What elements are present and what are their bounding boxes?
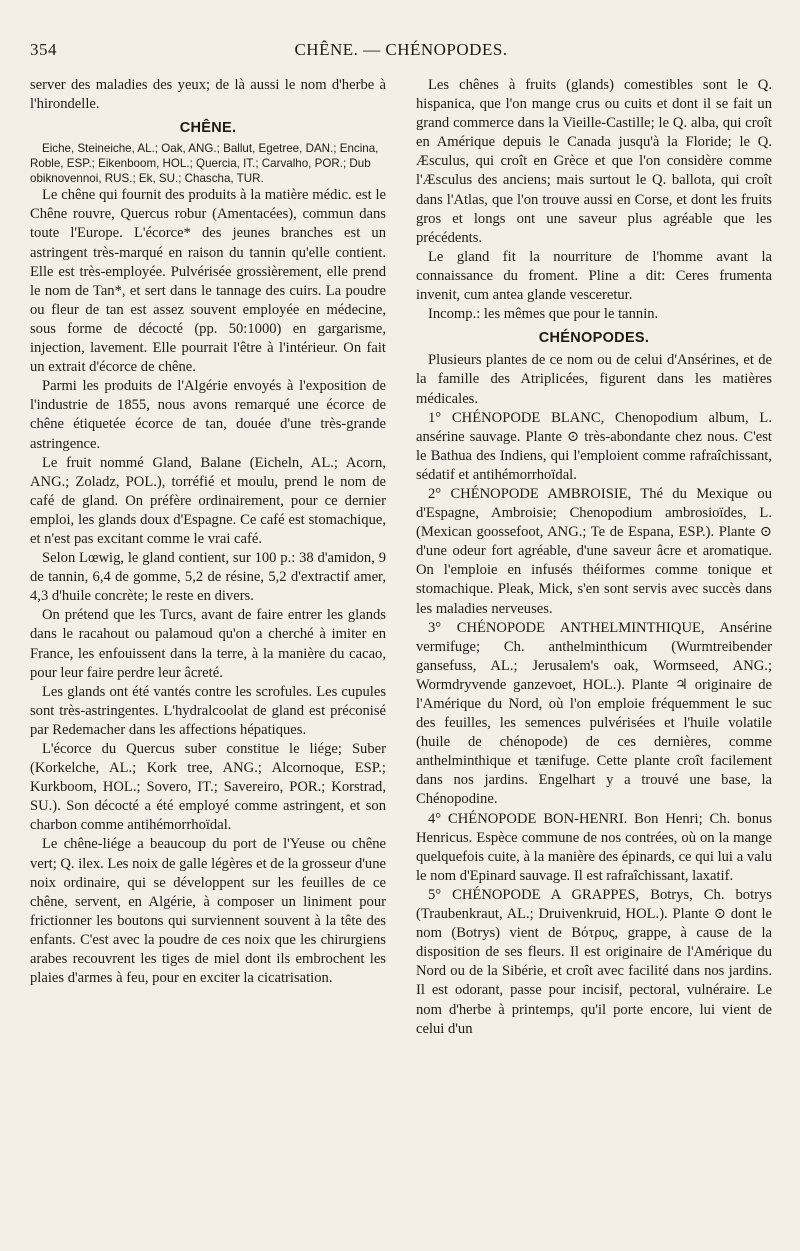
paragraph: Les glands ont été vantés contre les scrofules. Les cupules sont très-astringentes. L'hydralcoolat de gland est préconisé par Redemacher dans les affections hépatiques. [30,683,386,738]
paragraph: 3° CHÉNOPODE ANTHELMINTHIQUE, Ansérine vermifuge; Ch. anthelminthicum (Wurmtreibender gansefuss, AL.; Jerusalem's oak, Wormseed, ANG.; Wormdryvende ganzevoet, HOL.). Plante ♃ originaire de l'Amérique du Nord, où l'on emploie fréquemment le suc des feuilles, les semences pulvérisées et l'huile volatile (huile de chénopode) de ces dernières, comme anthelminthique et tænifuge. Cette plante croît facilement dans nos jardins. Engelhart y a trouvé une base, la Chénopodine. [416,619,772,808]
paragraph: Plusieurs plantes de ce nom ou de celui d'Ansérines, et de la famille des Atriplicées, figurent dans les matières médicales. [416,352,772,407]
paragraph: Parmi les produits de l'Algérie envoyés à l'exposition de l'industrie de 1855, nous avons remarqué une écorce de chêne étiquetée écorce de tan, douée d'une très-grande astringence. [30,378,386,452]
text-columns [30,76,772,1039]
paragraph: Le chêne-liége a beaucoup du port de l'Yeuse ou chêne vert; Q. ilex. Les noix de galle légères et de la grosseur d'une noix ordinaire, qui se développent sur les feuilles de ce chêne, servent, en Algérie, à composer un liniment pour frictionner les boutons qui surviennent souvent à la tête des enfants. C'est avec la poudre de ces noix que les chirurgiens arabes recouvrent les tiges de miel dont ils embrochent les plaies d'armes à feu, pour en exciter la cicatrisation. [30,836,387,987]
paragraph: On prétend que les Turcs, avant de faire entrer les glands dans le racahout ou palamoud qu'on a cherché à imiter en France, les enfouissent dans la terre, à la manière du cacao, pour leur faire perdre leur âcreté. [30,607,386,681]
left-column [30,76,386,1039]
paragraph: Le gland fit la nourriture de l'homme avant la connaissance du froment. Pline a dit: Ceres frumenta invenit, cum antea glande vesceretur. [416,248,772,304]
paragraph: Les chênes à fruits (glands) comestibles sont le Q. hispanica, que l'on mange crus ou cuits et dont il se fait un grand commerce dans la Vieille-Castille; le Q. alba, qui croît en Amérique depuis le Canada jusqu'à la Floride; le Q. Æsculus, qui croît en Grèce et que l'on considère comme l'Æsculus des anciens; mais surtout le Q. ballota, qui croît dans l'Atlas, que l'on trouve aussi en Corse, et dont les fruits gros et longs ont une saveur plus agréable que les précédents. [416,77,772,246]
paragraph: server des maladies des yeux; de là aussi le nom d'herbe à l'hirondelle. [30,77,386,113]
running-title: CHÊNE. — CHÉNOPODES. [294,40,508,59]
paragraph: 2° CHÉNOPODE AMBROISIE, Thé du Mexique ou d'Espagne, Ambroisie; Chenopodium ambrosioïdes, L. (Mexican goossefoot, ANG.; Te de Espana, ESP.). Plante ⊙ d'une odeur fort agréable, d'une saveur âcre et aromatique. On l'emploie en infusés théiformes comme tonique et stomachique. Pleak, Mick, s'en sont servis avec succès dans les maladies nerveuses. [416,485,772,617]
running-head [30,40,772,66]
paragraph: Selon Lœwig, le gland contient, sur 100 p.: 38 d'amidon, 9 de tannin, 6,4 de gomme, 5,2 de résine, 5,2 d'extractif amer, 4,3 d'huile concrète; le reste en divers. [30,550,386,605]
paragraph: Le chêne qui fournit des produits à la matière médic. est le Chêne rouvre, Quercus robur (Amentacées), commun dans toute l'Europe. L'écorce* des jeunes branches est un astringent très-marqué en raison du tannin qu'elle contient. Elle est très-employée. Pulvérisée grossièrement, elle prend le nom de Tan*, et sert dans le tannage des cuirs. La poudre ou fleur de tan est assez souvent employée en médecine, sous forme de décocté (pp. 50:1000) en gargarisme, injection, lavement. Elle pourrait l'être à l'intérieur. On fait un extrait d'écorce de chêne. [30,187,386,376]
paragraph: Le fruit nommé Gland, Balane (Eicheln, AL.; Acorn, ANG.; Zoladz, POL.), torréfié et moulu, prend le nom de café de gland. On préfère ordinairement, pour ce dernier emploi, les glands doux d'Espagne. Ce café est stomachique, et n'est pas excitant comme le vrai café. [30,454,386,547]
section-title-chene: CHÊNE. [179,120,237,137]
paragraph: Incomp.: les mêmes que pour le tannin. [428,306,659,323]
section-title-chenopodes: CHÉNOPODES. [538,330,650,347]
synonym-list: Eiche, Steineiche, AL.; Oak, ANG.; Ballut, Egetree, DAN.; Encina, Roble, ESP.; Eikenboom, HOL.; Quercia, IT.; Carvalho, POR.; Dub obiknovennoi, RUS.; Ek, SU.; Chascha, TUR. [30,142,379,186]
paragraph: 5° CHÉNOPODE A GRAPPES, Botrys, Ch. botrys (Traubenkraut, AL.; Druivenkruid, HOL.). Plante ⊙ dont le nom (Botrys) vient de Βότρυς, grappe, à cause de la disposition de ses fleurs. Il est originaire de l'Amérique du Nord ou de la Sibérie, et croît avec facilité dans nos jardins. Il est odorant, passe pour incisif, pectoral, vulnéraire. Le nom d'herbe à printemps, qu'il porte encore, lui vient de celui d'un [416,886,772,1037]
paragraph: L'écorce du Quercus suber constitue le liége; Suber (Korkelche, AL.; Kork tree, ANG.; Alcornoque, ESP.; Kurkboom, HOL.; Sovero, IT.; Savereiro, POR.; Korstrad, SU.). Son décocté a été employé comme astringent, et son charbon comme antihémorrhoïdal. [30,741,386,834]
page-number: 354 [30,40,57,59]
right-column [416,76,772,1039]
paragraph: 1° CHÉNOPODE BLANC, Chenopodium album, L. ansérine sauvage. Plante ⊙ très-abondante chez nous. C'est le Bathua des Indiens, qui l'emploient comme rafraîchissant, sédatif et antihémorrhoïdal. [416,409,772,483]
paragraph: 4° CHÉNOPODE BON-HENRI. Bon Henri; Ch. bonus Henricus. Espèce commune de nos contrées, où on la mange quelquefois cuite, à la manière des épinards, ce qui lui a valu le nom d'Epinard sauvage. Il est rafraîchissant, laxatif. [416,810,772,884]
